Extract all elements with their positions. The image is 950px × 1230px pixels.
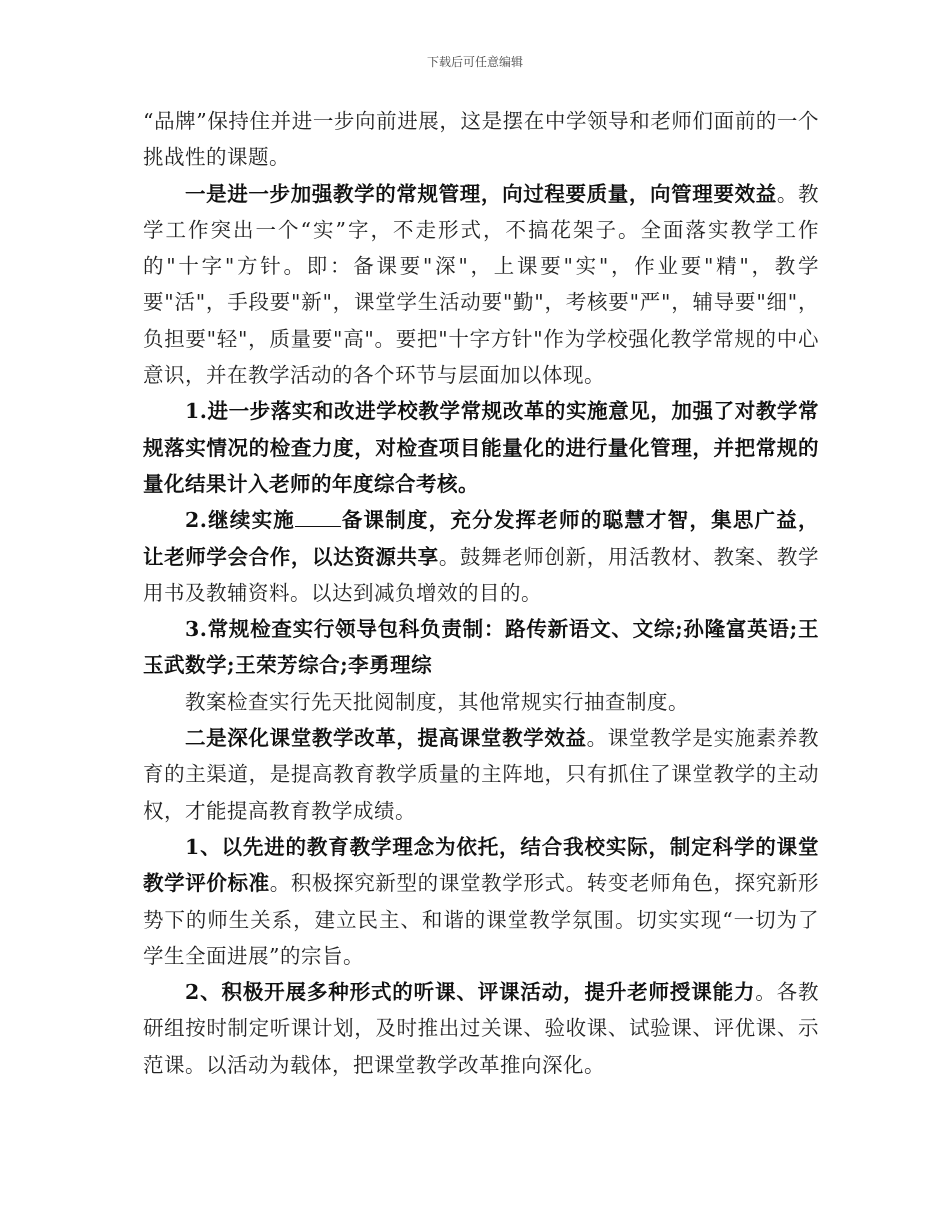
paragraph-evaluation-standards <box>143 829 819 974</box>
paragraph-observation-activities <box>143 974 819 1083</box>
paragraph-brand-challenge: “品牌”保持住并进一步向前进展，这是摆在中学领导和老师们面前的一个挑战性的课题。 <box>143 109 819 170</box>
paragraph-lesson-plan-check: 教案检查实行先天批阅制度，其他常规实行抽查制度。 <box>185 689 689 714</box>
text-routine-management: 。教学工作突出一个“实”字，不走形式，不搞花架子。全面落实教学工作的"十字"方针。即：备课要"深"，上课要"实"，作业要"精"，教学要"活"，手段要"新"，课堂学生活动要"勤"，考核要"严"，辅导要"细"，负担要"轻"，质量要"高"。要把"十字方针"作为学校强化教学常规的中心意识，并在教学活动的各个环节与层面加以体现。 <box>143 181 820 388</box>
text-classroom-reform: 。课堂教学是实施素养教育的主渠道，是提高教育教学质量的主阵地，只有抓住了课堂教学的主动权，才能提高教育教学成绩。 <box>143 726 820 823</box>
heading-observation-activities: 2、积极开展多种形式的听课、评课活动，提升老师授课能力 <box>185 980 756 1005</box>
text-observation-activities: 。各教研组按时制定听课计划，及时推出过关课、验收课、试验课、评优课、示范课。以活动为载体，把课堂教学改革推向深化。 <box>143 980 820 1077</box>
heading-classroom-reform: 二是深化课堂教学改革，提高课堂教学效益 <box>185 726 587 751</box>
heading-item-2-part-b: 备课制度，充分发挥老师的聪慧才智，集思广益，让老师学会合作，以达资源共享 <box>143 508 819 569</box>
paragraph-item-1-routine-reform: 1.进一步落实和改进学校教学常规改革的实施意见，加强了对教学常规落实情况的检查力度，对检查项目能量化的进行量化管理，并把常规的量化结果计入老师的年度综合考核。 <box>143 399 819 496</box>
paragraph-item-2-lesson-preparation <box>143 502 819 611</box>
heading-item-2-part-a: 2.继续实施 <box>185 508 296 533</box>
text-item-2: 。鼓舞老师创新，用活教材、教案、教学用书及教辅资料。以达到减负增效的目的。 <box>143 544 820 605</box>
paragraph-item-3-responsibility: 3.常规检查实行领导包科负责制：路传新语文、文综;孙隆富英语;王玉武数学;王荣芳综合;李勇理综 <box>143 617 819 678</box>
text-evaluation-standards: 。积极探究新型的课堂教学形式。转变老师角色，探究新形势下的师生关系，建立民主、和谐的课堂教学氛围。切实实现“一切为了学生全面进展”的宗旨。 <box>143 871 820 968</box>
page-header: 下载后可任意编辑 <box>426 55 523 69</box>
fill-in-blank-line <box>295 508 341 527</box>
heading-evaluation-standards: 1、以先进的教育教学理念为依托，结合我校实际，制定科学的课堂教学评价标准 <box>143 834 819 896</box>
paragraph-routine-management <box>143 176 819 394</box>
paragraph-classroom-reform <box>143 720 819 829</box>
heading-routine-management: 一是进一步加强教学的常规管理，向过程要质量，向管理要效益 <box>185 181 777 206</box>
document-body <box>143 103 819 1083</box>
